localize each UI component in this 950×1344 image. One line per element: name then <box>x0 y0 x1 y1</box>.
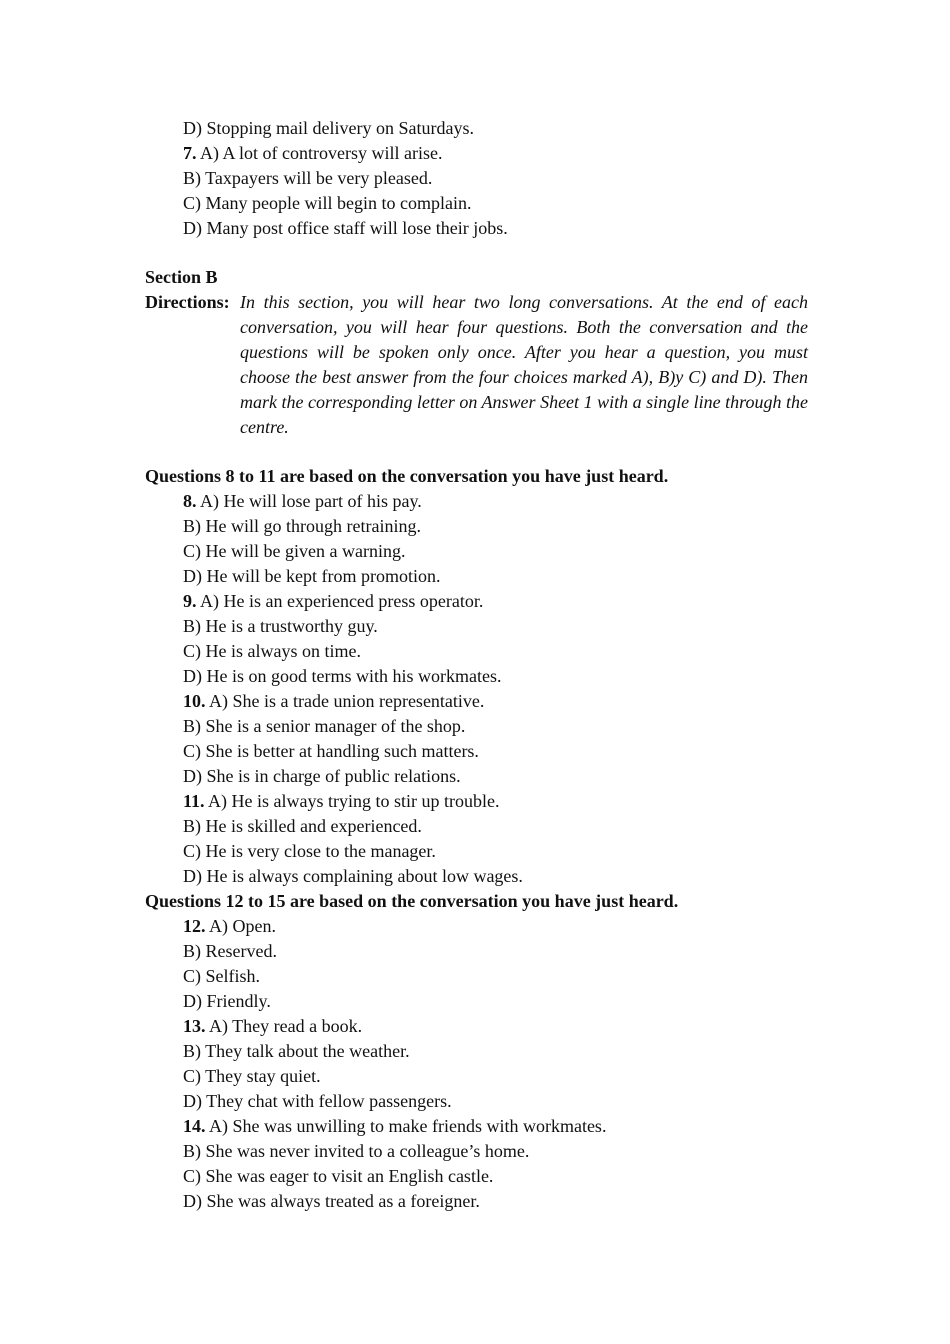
q11-option-d: D) He is always complaining about low wages. <box>183 866 523 886</box>
q9-option-a <box>183 589 483 614</box>
q8-option-c: C) He will be given a warning. <box>183 541 406 561</box>
q7-option-a-text: A) A lot of controversy will arise. <box>196 143 443 163</box>
q12-option-b: B) Reserved. <box>183 941 277 961</box>
q13-number: 13. <box>183 1016 206 1036</box>
q10-option-b: B) She is a senior manager of the shop. <box>183 716 466 736</box>
q8-option-b: B) He will go through retraining. <box>183 516 421 536</box>
group2-heading: Questions 12 to 15 are based on the conversation you have just heard. <box>145 891 679 911</box>
q7-option-d: D) Many post office staff will lose their jobs. <box>183 218 508 238</box>
group1-heading: Questions 8 to 11 are based on the conversation you have just heard. <box>145 466 669 486</box>
q6-option-d: D) Stopping mail delivery on Saturdays. <box>183 118 474 138</box>
q14-option-c: C) She was eager to visit an English castle. <box>183 1166 494 1186</box>
directions-label: Directions: <box>145 292 230 312</box>
q11-option-b: B) He is skilled and experienced. <box>183 816 422 836</box>
q10-option-a-text: A) She is a trade union representative. <box>205 691 485 711</box>
q12-number: 12. <box>183 916 206 936</box>
q8-option-a <box>183 489 422 514</box>
q14-option-b: B) She was never invited to a colleague’s home. <box>183 1141 530 1161</box>
q14-option-a <box>183 1114 606 1139</box>
q10-option-d: D) She is in charge of public relations. <box>183 766 461 786</box>
q13-option-c: C) They stay quiet. <box>183 1066 321 1086</box>
q9-option-c: C) He is always on time. <box>183 641 361 661</box>
q13-option-a-text: A) They read a book. <box>205 1016 363 1036</box>
q13-option-b: B) They talk about the weather. <box>183 1041 410 1061</box>
q11-option-c: C) He is very close to the manager. <box>183 841 436 861</box>
q13-option-d: D) They chat with fellow passengers. <box>183 1091 452 1111</box>
q9-option-d: D) He is on good terms with his workmates. <box>183 666 502 686</box>
q12-option-a-text: A) Open. <box>205 916 276 936</box>
q7-option-c: C) Many people will begin to complain. <box>183 193 472 213</box>
q10-number: 10. <box>183 691 206 711</box>
q8-option-a-text: A) He will lose part of his pay. <box>196 491 422 511</box>
q11-number: 11. <box>183 791 205 811</box>
section-title: Section B <box>145 267 218 287</box>
q12-option-d: D) Friendly. <box>183 991 271 1011</box>
q7-number: 7. <box>183 143 197 163</box>
q10-option-a <box>183 689 484 714</box>
q13-option-a <box>183 1014 362 1039</box>
q9-option-a-text: A) He is an experienced press operator. <box>196 591 484 611</box>
q10-option-c: C) She is better at handling such matters. <box>183 741 479 761</box>
q14-option-a-text: A) She was unwilling to make friends with workmates. <box>205 1116 607 1136</box>
q12-option-c: C) Selfish. <box>183 966 261 986</box>
q12-option-a <box>183 914 276 939</box>
q7-option-b: B) Taxpayers will be very pleased. <box>183 168 433 188</box>
q8-option-d: D) He will be kept from promotion. <box>183 566 441 586</box>
q14-number: 14. <box>183 1116 206 1136</box>
q9-number: 9. <box>183 591 197 611</box>
q9-option-b: B) He is a trustworthy guy. <box>183 616 378 636</box>
q11-option-a <box>183 789 499 814</box>
q8-number: 8. <box>183 491 197 511</box>
directions-text: In this section, you will hear two long conversations. At the end of each conversation, you will hear four questions. Both the conversation and the questions will be spoken only once. After you hear a question, you must choose the best answer from the four choices marked A), B)y C) and D). Then mark the corresponding letter on Answer Sheet 1 with a single line through the centre. <box>240 292 808 437</box>
q7-option-a <box>183 141 442 166</box>
q14-option-d: D) She was always treated as a foreigner. <box>183 1191 480 1211</box>
q11-option-a-text: A) He is always trying to stir up trouble. <box>204 791 500 811</box>
